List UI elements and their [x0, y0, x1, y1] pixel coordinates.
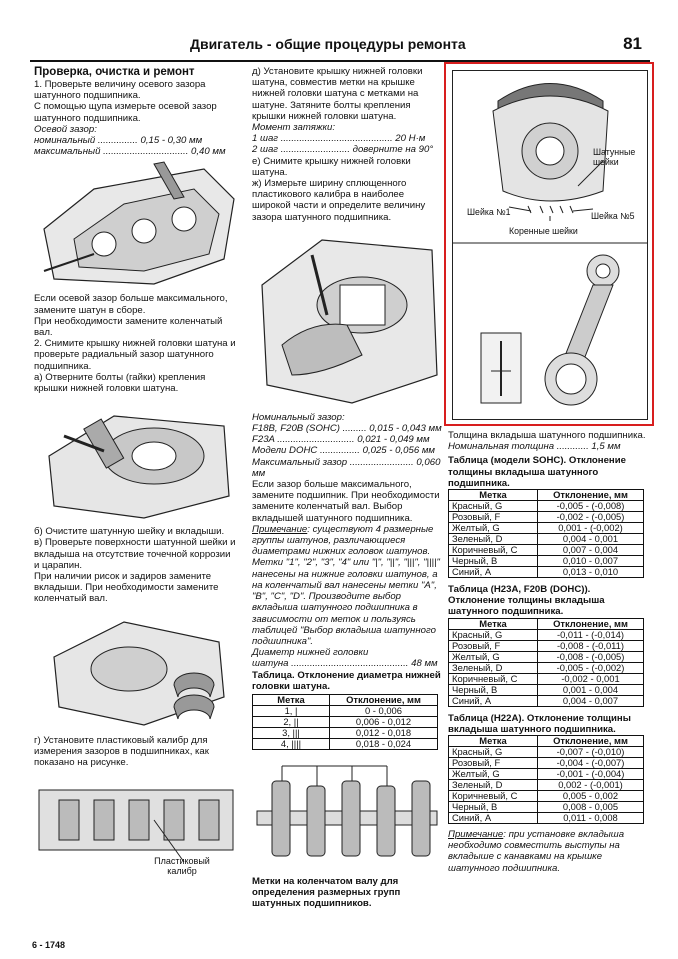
label-journal-1: Шейка №1 — [467, 207, 511, 217]
paragraph: а) Отверните болты (гайки) крепления крышки нижней головки шатуна. — [34, 371, 206, 395]
paragraph: ж) Измерьте ширину сплющенного пластикового калибра в наиболее широкой части и определите величину зазора шатунного подшипника. — [252, 178, 426, 223]
table-h22a — [448, 735, 644, 824]
paragraph: При необходимости замените коленчатый вал. — [34, 315, 223, 339]
table-cell: -0,005 - (-0,002) — [538, 662, 644, 673]
table-title: Таблица (H22A). Отклонение толщины вкладыша шатунного подшипника. — [448, 712, 631, 735]
page-title: Двигатель - общие процедуры ремонта — [190, 36, 466, 52]
note-text: : при установке вкладыша необходимо совместить выступы на вкладыше с канавками на крышке шатунного подшипника. — [448, 829, 625, 874]
table-cell: -0,002 - 0,001 — [538, 673, 644, 684]
table-cell: 0,001 - (-0,002) — [538, 523, 644, 534]
table-cell: -0,005 - (-0,008) — [538, 501, 644, 512]
paragraph: Толщина вкладыша шатунного подшипника. — [448, 430, 646, 441]
table-header-row — [449, 618, 644, 629]
table-cell: 0,018 - 0,024 — [330, 738, 438, 749]
table-header: Метка — [449, 490, 538, 501]
paragraph: в) Проверьте поверхности шатунной шейки и вкладыша на отсутствие точечной коррозии и царапин. — [34, 537, 236, 571]
torque-line: 1 шаг .......................................... 20 Н·м — [252, 133, 426, 145]
table-cell: 0,010 - 0,007 — [538, 556, 644, 567]
table-header: Отклонение, мм — [538, 618, 644, 629]
page-header — [30, 34, 650, 62]
table-header: Метка — [449, 618, 538, 629]
table-row — [449, 629, 644, 640]
table-cell: Красный, G — [449, 629, 538, 640]
table-row — [449, 662, 644, 673]
paragraph: 2. Снимите крышку нижней головки шатуна и проверьте радиальный зазор шатунного подшипника. — [34, 338, 236, 372]
spec-line: номинальный ............... 0,15 - 0,30 мм — [34, 135, 203, 147]
torque-line: 2 шаг .......................... доверните на 90° — [252, 144, 434, 156]
table-cell: Красный, G — [449, 501, 538, 512]
table-row — [449, 673, 644, 684]
table-cell: -0,008 - (-0,005) — [538, 651, 644, 662]
note — [252, 524, 442, 647]
figure-panel — [452, 70, 648, 420]
table-cell: 0,001 - 0,004 — [538, 684, 644, 695]
table-cell: 0 - 0,006 — [330, 705, 438, 716]
column-left — [34, 66, 238, 946]
table-row — [449, 758, 644, 769]
footer-code: 6 - 1748 — [32, 940, 66, 950]
spec-title: Осевой зазор: — [34, 123, 97, 135]
table-title: Таблица (H23A, F20B (DOHC)). Отклонение толщины вкладыша шатунного подшипника. — [448, 584, 605, 618]
table-cell: 0,008 - 0,005 — [538, 802, 644, 813]
table-row — [449, 512, 644, 523]
table-row — [449, 556, 644, 567]
label-rod-journals: Шатунные шейки — [593, 147, 636, 167]
table-cell: Розовый, F — [449, 758, 538, 769]
table-cell: Зеленый, D — [449, 780, 538, 791]
nominal-line: Модели DOHC ............... 0,025 - 0,056 мм — [252, 445, 435, 457]
table-header-row — [449, 736, 644, 747]
figure-label: Пластиковый калибр — [154, 856, 210, 877]
table-cell: Коричневый, C — [449, 673, 538, 684]
table-cell: Красный, G — [449, 747, 538, 758]
table-h23a — [448, 618, 644, 707]
table-header: Метка — [253, 694, 330, 705]
table-row — [449, 747, 644, 758]
figure-feeler-gauge — [34, 159, 238, 291]
table-cell: Желтый, G — [449, 769, 538, 780]
table-cell: Зеленый, D — [449, 662, 538, 673]
table-cell: -0,008 - (-0,011) — [538, 640, 644, 651]
table-row — [449, 769, 644, 780]
section-heading: Проверка, очистка и ремонт — [34, 66, 195, 78]
table-cell: 0,002 - (-0,001) — [538, 780, 644, 791]
table-cell: Черный, B — [449, 556, 538, 567]
torque-title: Момент затяжки: — [252, 122, 336, 134]
label-journal-5: Шейка №5 — [591, 211, 635, 221]
table-cell: Розовый, F — [449, 512, 538, 523]
diam-title: Диаметр нижней головки — [252, 647, 369, 659]
table-cell: Синий, A — [449, 695, 538, 706]
table-row — [449, 534, 644, 545]
table-title: Таблица. Отклонение диаметра нижней головки шатуна. — [252, 669, 441, 692]
table-cell: Коричневый, C — [449, 545, 538, 556]
table-bore-diameter — [252, 694, 438, 750]
paragraph: б) Очистите шатунную шейку и вкладыши. — [34, 526, 225, 538]
table-sohc — [448, 489, 644, 578]
max-clearance: Максимальный зазор ........................ 0,060 мм — [252, 456, 441, 479]
table-row — [253, 716, 438, 727]
column-right — [448, 430, 648, 940]
table-cell: 1, | — [253, 705, 330, 716]
table-row — [449, 802, 644, 813]
figure-measure-plastigage — [252, 225, 442, 410]
label-main-journals: Коренные шейки — [509, 226, 578, 236]
table-row — [449, 523, 644, 534]
paragraph: д) Установите крышку нижней головки шатуна, совместив метки на крышке нижней головки шатуна с метками на шатуне. Затяните болты крепления крышки нижней головки шатуна. — [252, 66, 423, 122]
paragraph: При наличии рисок и задиров замените вкладыши. При необходимости замените коленчатый вал. — [34, 571, 219, 605]
note — [448, 829, 648, 874]
table-cell: 2, || — [253, 716, 330, 727]
table-cell: -0,007 - (-0,010) — [538, 747, 644, 758]
figure-cap-bolts — [34, 396, 238, 524]
nominal-line: F23A ............................. 0,021 - 0,049 мм — [252, 434, 430, 446]
table-cell: 0,013 - 0,010 — [538, 567, 644, 578]
table-row — [449, 780, 644, 791]
table-header-row — [449, 490, 644, 501]
table-cell: Зеленый, D — [449, 534, 538, 545]
table-cell: -0,011 - (-0,014) — [538, 629, 644, 640]
table-cell: 0,004 - 0,007 — [538, 695, 644, 706]
figure-crank-and-rod — [453, 71, 647, 419]
table-header: Отклонение, мм — [538, 490, 644, 501]
table-cell: 0,004 - 0,001 — [538, 534, 644, 545]
table-row — [253, 738, 438, 749]
table-cell: 4, |||| — [253, 738, 330, 749]
table-cell: -0,004 - (-0,007) — [538, 758, 644, 769]
diam-line: шатуна ............................................ 48 мм — [252, 658, 438, 670]
paragraph: е) Снимите крышку нижней головки шатуна. — [252, 155, 411, 178]
table-header: Метка — [449, 736, 538, 747]
nominal-thickness: Номинальная толщина ............ 1,5 мм — [448, 441, 621, 453]
paragraph: Если зазор больше максимального, замените подшипник. При необходимости замените коленчатый вал. Выбор вкладышей шатунного подшипника. — [252, 479, 440, 524]
table-cell: -0,001 - (-0,004) — [538, 769, 644, 780]
table-cell: Желтый, G — [449, 523, 538, 534]
table-row — [449, 813, 644, 824]
table-cell: 0,006 - 0,012 — [330, 716, 438, 727]
table-title: Таблица (модели SOHC). Отклонение толщины вкладыша шатунного подшипника. — [448, 455, 626, 489]
table-cell: 0,007 - 0,004 — [538, 545, 644, 556]
table-cell: 0,005 - 0,002 — [538, 791, 644, 802]
table-row — [449, 545, 644, 556]
page-number: 81 — [623, 34, 642, 53]
table-cell: 0,011 - 0,008 — [538, 813, 644, 824]
table-row — [449, 567, 644, 578]
table-cell: Коричневый, C — [449, 791, 538, 802]
nominal-title: Номинальный зазор: — [252, 411, 345, 423]
column-middle — [252, 66, 442, 946]
table-cell: -0,002 - (-0,005) — [538, 512, 644, 523]
table-cell: Желтый, G — [449, 651, 538, 662]
note-label: Примечание — [448, 829, 504, 841]
figure-crankshaft-marks — [252, 756, 442, 874]
paragraph: С помощью щупа измерьте осевой зазор шатунного подшипника. — [34, 101, 217, 124]
table-row — [449, 695, 644, 706]
table-header: Отклонение, мм — [330, 694, 438, 705]
table-header-row — [253, 694, 438, 705]
table-cell: Розовый, F — [449, 640, 538, 651]
table-row — [253, 727, 438, 738]
highlight-frame — [444, 62, 654, 426]
paragraph: г) Установите пластиковый калибр для измерения зазоров в подшипниках, как показано на рисунке. — [34, 734, 209, 769]
table-row — [449, 791, 644, 802]
nominal-line: F18B, F20B (SOHC) ......... 0,015 - 0,043 мм — [252, 423, 442, 435]
figure-journal-inspect — [34, 607, 238, 733]
paragraph: 1. Проверьте величину осевого зазора шатунного подшипника. — [34, 79, 206, 102]
table-cell: Синий, A — [449, 567, 538, 578]
figure-caption: Метки на коленчатом валу для определения размерных групп шатунных подшипников. — [252, 875, 401, 910]
table-row — [253, 705, 438, 716]
spec-line: максимальный ................................ 0,40 мм — [34, 146, 226, 158]
table-cell: 0,012 - 0,018 — [330, 727, 438, 738]
table-cell: 3, ||| — [253, 727, 330, 738]
table-cell: Черный, B — [449, 802, 538, 813]
table-row — [449, 651, 644, 662]
note-text: : существуют 4 размерные группы шатунов, различающиеся диаметрами нижних головок шатунов. Метки "1", "2", "3", "4" или "|", "||", "|||", "||||" нанесены на нижние головки шатунов, а на коленчатый вал нанесены метки "А", "В", "С", "D". Производите выбор вкладыша шатунного подшипника в зависимости от меток и пользуясь таблицей "Выбор вкладыша шатунного подшипника". — [252, 523, 440, 647]
table-row — [449, 501, 644, 512]
table-cell: Синий, A — [449, 813, 538, 824]
table-cell: Черный, B — [449, 684, 538, 695]
table-row — [449, 640, 644, 651]
note-label: Примечание — [252, 523, 308, 535]
figure-plastigage — [34, 770, 238, 880]
table-header: Отклонение, мм — [538, 736, 644, 747]
paragraph: Если осевой зазор больше максимального, замените шатун в сборе. — [34, 293, 228, 316]
table-row — [449, 684, 644, 695]
